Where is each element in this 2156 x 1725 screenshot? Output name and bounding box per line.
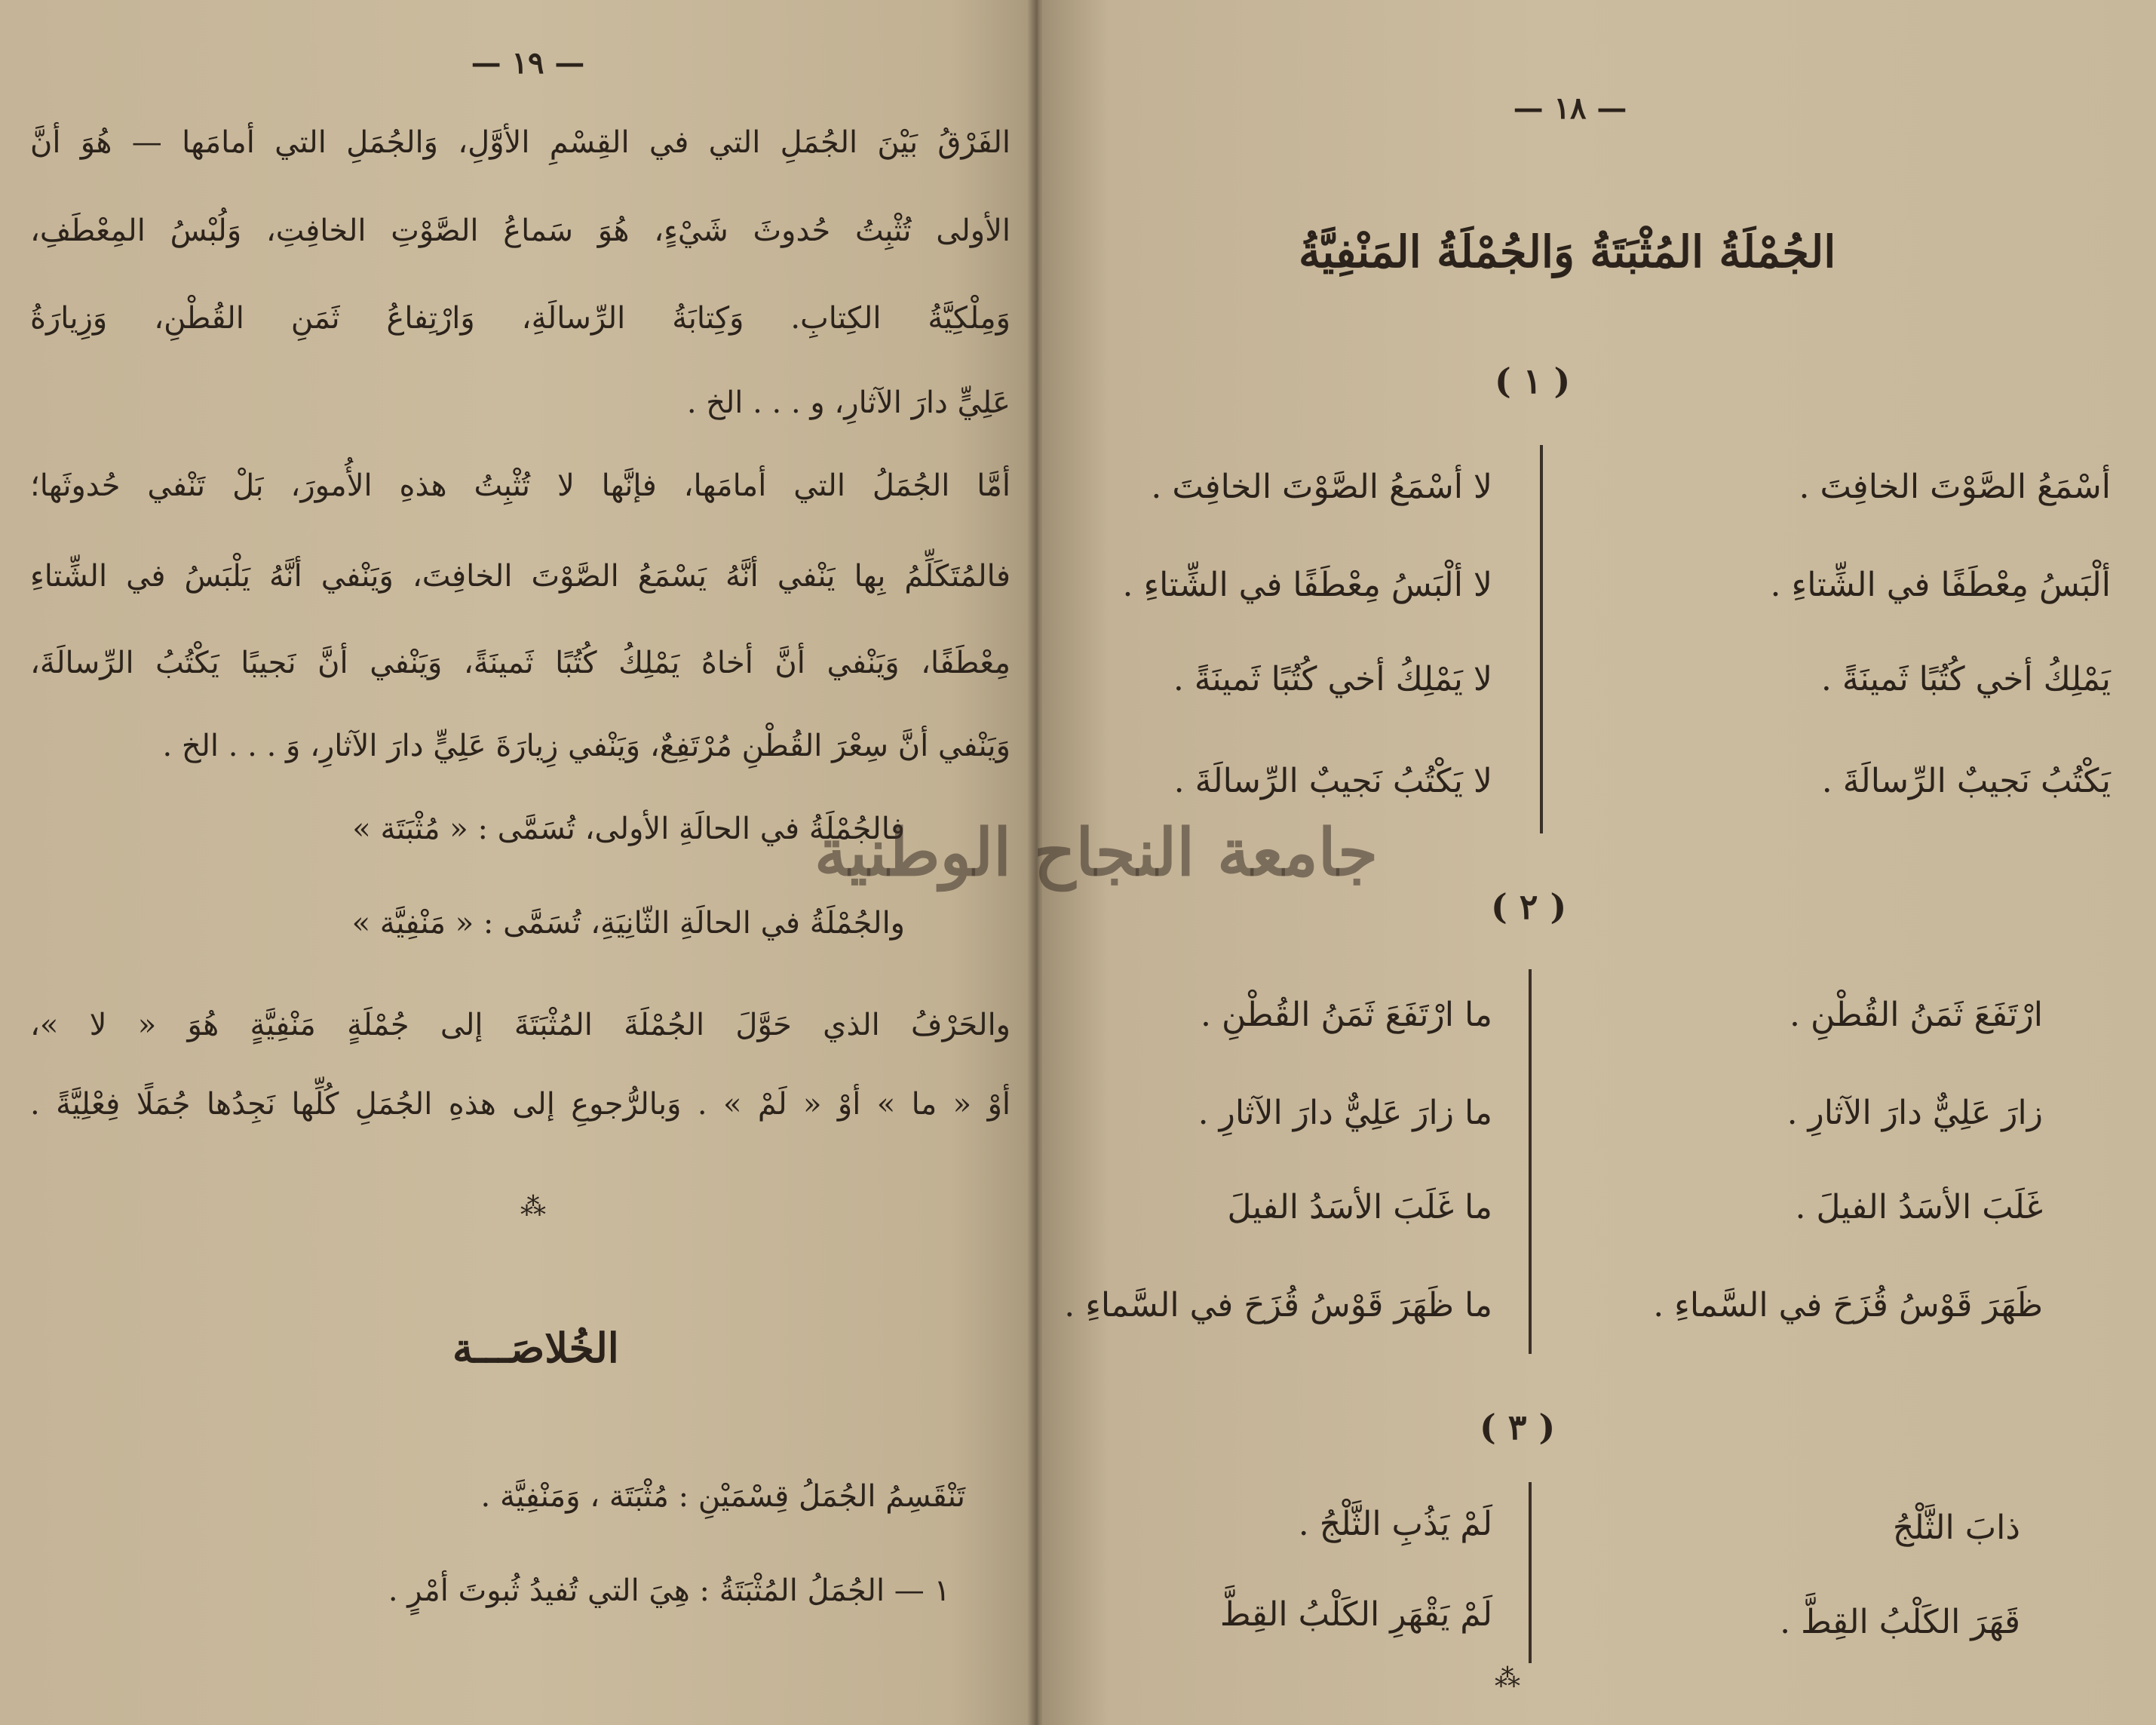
text-line: مِعْطَفًا، وَيَنْفي أنَّ أخاهُ يَمْلِكُ كُتُبًا ثَمينَةً، وَيَنْفي أنَّ نَجيبًا يَكْتُبُ الرِّسالَةَ، [30,646,1011,680]
page-number: — ١٩ — [471,45,585,81]
affirmative-sentence: ألْبَسُ مِعْطَفًا في الشِّتاءِ . [1770,566,2111,604]
negative-sentence: لَمْ يَذُبِ الثَّلْجُ . [1298,1505,1492,1543]
group-number-3: ( ٣ ) [1480,1407,1556,1447]
text-line: أوْ « ما » أوْ « لَمْ » . وَبالرُّجوعِ إلى هذهِ الجُمَلِ كُلِّها نَجِدُها جُمَلًا فِعْلِيَّةً . [30,1087,1011,1122]
negative-sentence: لَمْ يَقْهَرِ الكَلْبُ القِطَّ [1219,1595,1492,1634]
text-line: عَلِيٍّ دارَ الآثارِ، و . . . الخ . [686,385,1011,420]
text-line: فالمُتَكَلِّمُ بِها يَنْفي أنَّهُ يَسْمَعُ الصَّوْتَ الخافِتَ، وَيَنْفي أنَّهُ يَلْبَسُ في الشِّتاءِ [30,559,1011,594]
negative-sentence: لا أسْمَعُ الصَّوْتَ الخافِتَ . [1151,468,1492,506]
divider-line [1540,445,1543,833]
group-number-1: ( ١ ) [1495,361,1571,401]
group-number-2: ( ٢ ) [1491,886,1567,927]
affirmative-sentence: ظَهَرَ قَوْسُ قُزَحَ في السَّماءِ . [1653,1286,2043,1324]
divider-line [1529,969,1532,1354]
affirmative-sentence: غَلَبَ الأسَدُ الفيلَ . [1795,1188,2043,1226]
summary-line-2: ١ — الجُمَلُ المُثْبَتَةُ : هِيَ التي تُفيدُ ثُبوتَ أمْرٍ . [388,1573,950,1608]
watermark: جامعة النجاح الوطنية [814,815,1379,891]
affirmative-sentence: يَمْلِكُ أخي كُتُبًا ثَمينَةً . [1820,660,2111,698]
separator-stars: ⁂ [520,1192,551,1222]
text-line: والحَرْفُ الذي حَوَّلَ الجُمْلَةَ المُثْبَتَةَ إلى جُمْلَةٍ مَنْفِيَّةٍ هُوَ « لا »، [30,1008,1011,1042]
text-line: الأولى تُثْبِتُ حُدوثَ شَيْءٍ، هُوَ سَماعُ الصَّوْتِ الخافِتِ، وَلُبْسُ المِعْطَفِ، [30,213,1011,248]
summary-title: الخُلاصَـــة [452,1324,619,1372]
affirmative-sentence: قَهَرَ الكَلْبُ القِطَّ . [1780,1603,2020,1641]
summary-line-1: تَنْقَسِمُ الجُمَلُ قِسْمَيْنِ : مُثْبَتَة ، وَمَنْفِيَّة . [480,1479,965,1514]
text-line: أمَّا الجُمَلُ التي أمامَها، فإنَّها لا تُثْبِتُ هذهِ الأُمورَ، بَلْ تَنْفي حُدوثَها؛ [30,468,1011,503]
affirmative-sentence: زارَ عَلِيٌّ دارَ الآثارِ . [1786,1094,2043,1132]
separator-stars: ⁂ [1495,1663,1525,1693]
negative-sentence: ما غَلَبَ الأسَدُ الفيلَ [1227,1188,1492,1226]
negative-sentence: لا ألْبَسُ مِعْطَفًا في الشِّتاءِ . [1122,566,1492,604]
negative-sentence: لا يَكْتُبُ نَجيبٌ الرِّسالَةَ . [1173,762,1492,800]
negative-sentence: لا يَمْلِكُ أخي كُتُبًا ثَمينَةً . [1173,660,1492,698]
affirmative-sentence: أسْمَعُ الصَّوْتَ الخافِتَ . [1799,468,2111,506]
text-line: وَيَنْفي أنَّ سِعْرَ القُطْنِ مُرْتَفِعٌ، وَيَنْفي زِيارَةَ عَلِيٍّ دارَ الآثارِ، وَ . . . الخ . [162,729,1011,763]
affirmative-sentence: ارْتَفَعَ ثَمَنُ القُطْنِ . [1790,996,2043,1034]
paragraph-3: فالجُمْلَةُ في الحالَةِ الأولى، تُسَمَّى : « مُثْبَتَة » [352,812,905,846]
paragraph-4: والجُمْلَةُ في الحالَةِ الثّانِيَةِ، تُسَمَّى : « مَنْفِيَّة » [351,906,905,941]
affirmative-sentence: يَكْتُبُ نَجيبٌ الرِّسالَةَ . [1821,762,2111,800]
divider-line [1529,1482,1532,1663]
negative-sentence: ما ارْتَفَعَ ثَمَنُ القُطْنِ . [1201,996,1492,1034]
negative-sentence: ما ظَهَرَ قَوْسُ قُزَحَ في السَّماءِ . [1064,1286,1492,1324]
page-title: الجُمْلَةُ المُثْبَتَةُ وَالجُمْلَةُ المَنْفِيَّةُ [1299,226,1836,278]
affirmative-sentence: ذابَ الثَّلْجُ [1892,1509,2020,1547]
page-number: — ١٨ — [1513,91,1627,126]
text-line: الفَرْقُ بَيْنَ الجُمَلِ التي في القِسْمِ الأوَّلِ، وَالجُمَلِ التي أمامَها — هُوَ أنَّ [30,125,1011,160]
text-line: وَمِلْكِيَّةُ الكِتابِ. وَكِتابَةُ الرِّسالَةِ، وَارْتِفاعُ ثَمَنِ القُطْنِ، وَزِيارَةُ [30,301,1011,336]
negative-sentence: ما زارَ عَلِيٌّ دارَ الآثارِ . [1198,1094,1492,1132]
